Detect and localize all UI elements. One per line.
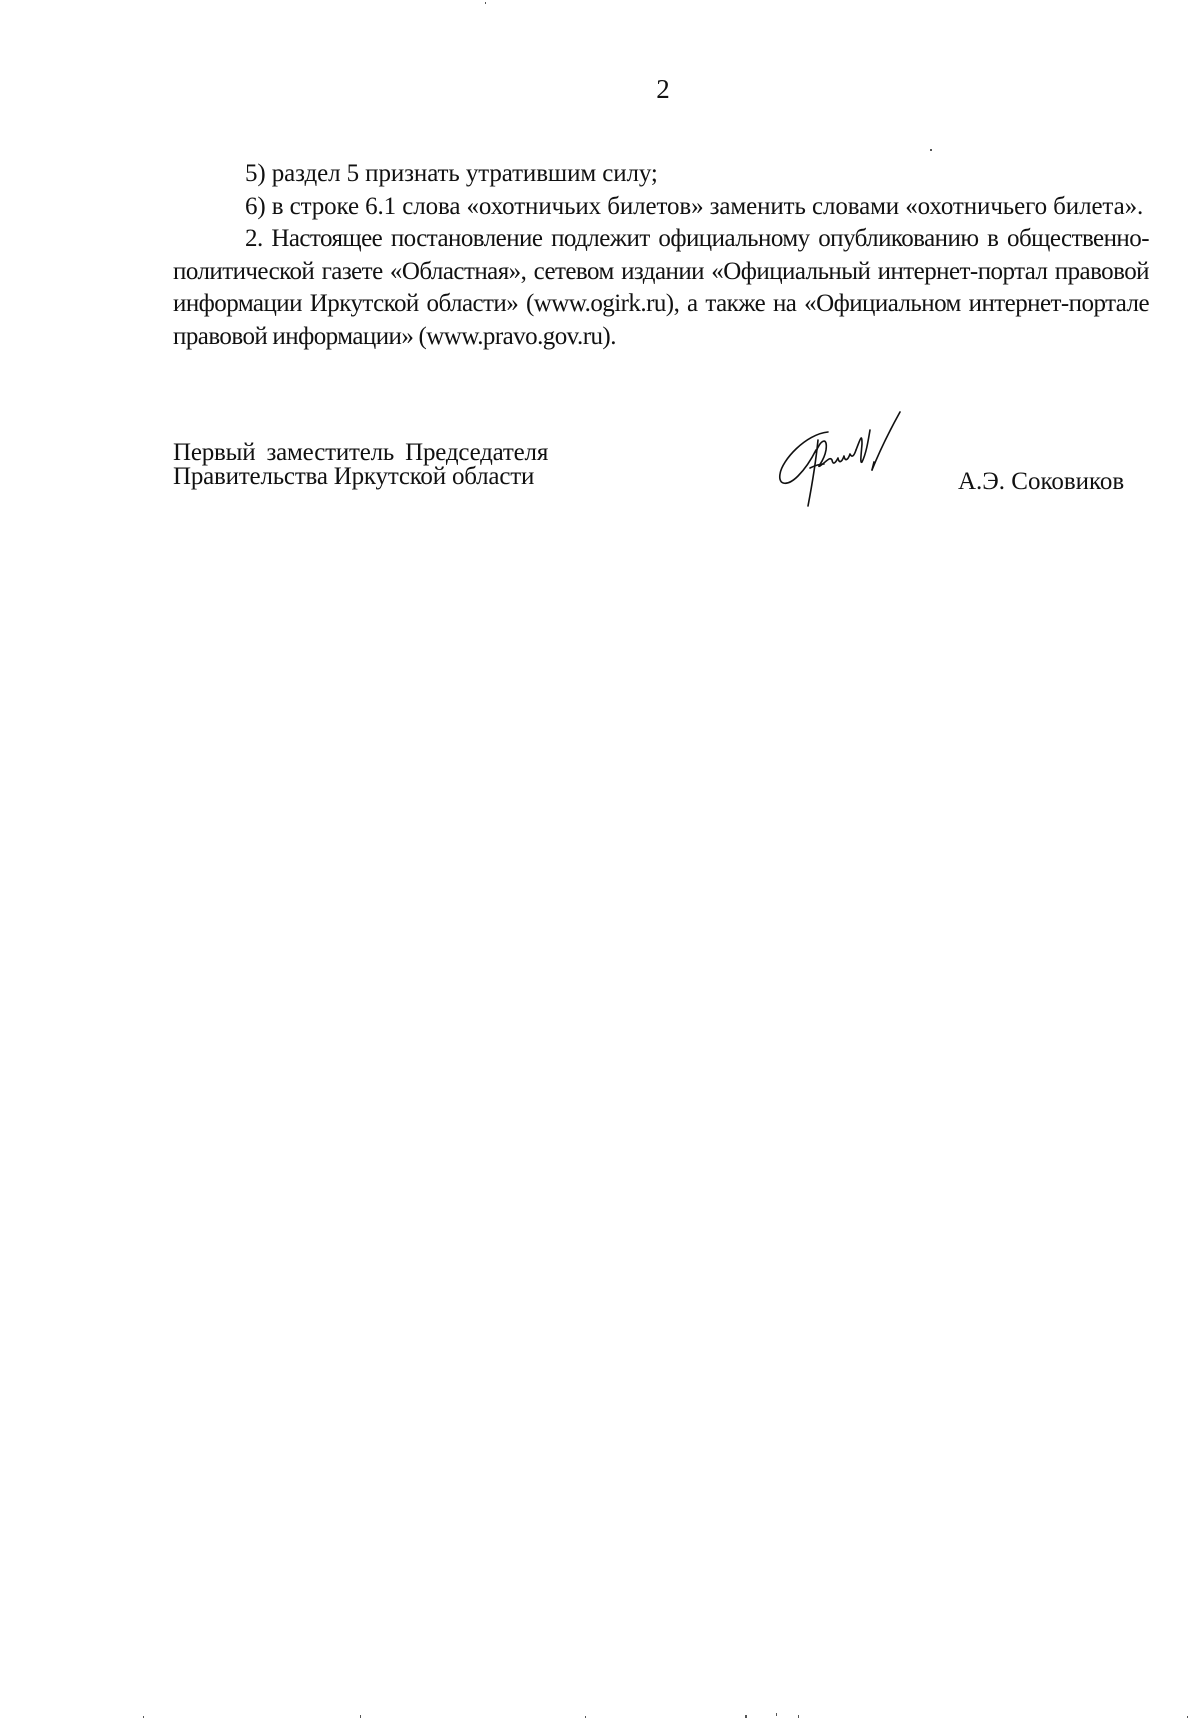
signer-name: А.Э. Соковиков xyxy=(958,468,1125,495)
signatory-position xyxy=(173,441,643,489)
paragraph-publication: 2. Настоящее постановление подлежит официальному опубликованию в общественно-политической газете «Областная», сетевом издании «Официальный интернет-портал правовой информации Иркутской области» (www.ogirk.ru), а также на «Официальном интернет-портале правовой информации» (www.pravo.gov.ru). xyxy=(173,225,1149,350)
page-number: 2 xyxy=(656,74,670,104)
signatory-position-line-1: Первый заместитель Председателя xyxy=(173,439,549,466)
scan-speck xyxy=(745,1715,747,1718)
scan-speck xyxy=(143,1716,144,1718)
scan-speck xyxy=(1187,1716,1188,1718)
scan-speck xyxy=(585,1716,586,1718)
scan-speck xyxy=(930,149,932,151)
signatory-position-line-2: Правительства Иркутской области xyxy=(173,463,535,490)
scan-speck xyxy=(798,1715,799,1718)
paragraph-item-6: 6) в строке 6.1 слова «охотничьих билетов» заменить словами «охотничьего билета». xyxy=(245,192,1144,220)
scan-speck xyxy=(360,1715,361,1718)
paragraph-item-5: 5) раздел 5 признать утратившим силу; xyxy=(245,160,658,187)
document-body xyxy=(173,158,1149,353)
handwritten-signature-icon xyxy=(776,410,951,510)
scan-speck xyxy=(776,1713,777,1716)
scan-speck xyxy=(485,2,486,4)
